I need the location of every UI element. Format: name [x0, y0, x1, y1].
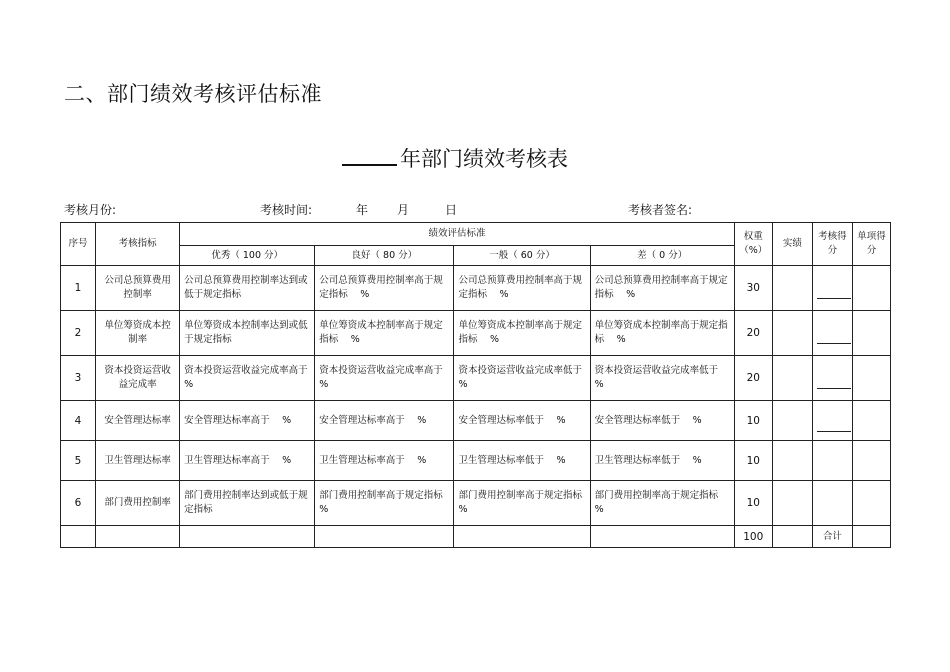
table-row	[61, 356, 891, 401]
row-score[interactable]	[812, 311, 852, 356]
row-seq: 4	[61, 401, 96, 441]
row-excellent: 单位筹资成本控制率达到或低于规定指标	[180, 311, 315, 356]
score-blank-line	[817, 284, 851, 299]
total-empty	[180, 526, 315, 548]
row-weight: 20	[734, 356, 772, 401]
row-fair: 公司总预算费用控制率高于规定指标 %	[454, 266, 590, 311]
row-actual[interactable]	[772, 441, 812, 481]
row-seq: 5	[61, 441, 96, 481]
row-score[interactable]	[812, 481, 852, 526]
item-score-header: 单项得分	[852, 223, 890, 266]
standard-header: 绩效评估标准	[180, 223, 735, 246]
row-actual[interactable]	[772, 481, 812, 526]
row-excellent: 公司总预算费用控制率达到或低于规定指标	[180, 266, 315, 311]
row-actual[interactable]	[772, 401, 812, 441]
row-seq: 3	[61, 356, 96, 401]
row-score[interactable]	[812, 356, 852, 401]
table-row	[61, 481, 891, 526]
row-poor: 单位筹资成本控制率高于规定指标 %	[590, 311, 734, 356]
row-item-score[interactable]	[852, 266, 890, 311]
row-weight: 10	[734, 481, 772, 526]
total-row	[61, 526, 891, 548]
header-row	[61, 223, 891, 246]
row-indicator: 单位筹资成本控制率	[96, 311, 180, 356]
row-fair: 资本投资运营收益完成率低于 %	[454, 356, 590, 401]
score-blank-line	[817, 329, 851, 344]
row-poor: 资本投资运营收益完成率低于 %	[590, 356, 734, 401]
row-fair: 单位筹资成本控制率高于规定指标 %	[454, 311, 590, 356]
row-excellent: 部门费用控制率达到或低于规定指标	[180, 481, 315, 526]
total-empty	[61, 526, 96, 548]
row-good: 卫生管理达标率高于 %	[315, 441, 454, 481]
row-item-score[interactable]	[852, 481, 890, 526]
row-indicator: 部门费用控制率	[96, 481, 180, 526]
table-row	[61, 401, 891, 441]
good-header: 良好（ 80 分）	[315, 246, 454, 266]
row-poor: 部门费用控制率高于规定指标 %	[590, 481, 734, 526]
table-title-text: 年部门绩效考核表	[400, 147, 568, 171]
actual-header: 实绩	[772, 223, 812, 266]
row-poor: 安全管理达标率低于 %	[590, 401, 734, 441]
row-seq: 1	[61, 266, 96, 311]
score-blank-line	[817, 374, 851, 389]
row-fair: 部门费用控制率高于规定指标 %	[454, 481, 590, 526]
year-blank	[342, 146, 397, 166]
assessment-table	[60, 222, 891, 548]
row-score[interactable]	[812, 266, 852, 311]
day-label: 日	[445, 203, 458, 217]
row-score[interactable]	[812, 401, 852, 441]
row-poor: 公司总预算费用控制率高于规定指标 %	[590, 266, 734, 311]
row-indicator: 资本投资运营收益完成率	[96, 356, 180, 401]
total-empty	[590, 526, 734, 548]
score-header: 考核得分	[812, 223, 852, 266]
fair-header: 一般（ 60 分）	[454, 246, 590, 266]
row-good: 单位筹资成本控制率高于规定指标 %	[315, 311, 454, 356]
table-row	[61, 441, 891, 481]
row-seq: 2	[61, 311, 96, 356]
month-unit-label: 月	[397, 203, 410, 217]
score-blank-line	[817, 417, 851, 432]
row-indicator: 公司总预算费用控制率	[96, 266, 180, 311]
row-actual[interactable]	[772, 311, 812, 356]
seq-header: 序号	[61, 223, 96, 266]
table-row	[61, 311, 891, 356]
row-weight: 20	[734, 311, 772, 356]
row-seq: 6	[61, 481, 96, 526]
total-empty	[454, 526, 590, 548]
row-good: 部门费用控制率高于规定指标 %	[315, 481, 454, 526]
time-label: 考核时间:	[260, 203, 313, 217]
row-excellent: 资本投资运营收益完成率高于 %	[180, 356, 315, 401]
row-item-score[interactable]	[852, 356, 890, 401]
total-empty	[315, 526, 454, 548]
row-weight: 30	[734, 266, 772, 311]
row-fair: 卫生管理达标率低于 %	[454, 441, 590, 481]
row-weight: 10	[734, 441, 772, 481]
row-poor: 卫生管理达标率低于 %	[590, 441, 734, 481]
signer-label: 考核者签名:	[628, 203, 693, 217]
row-item-score[interactable]	[852, 401, 890, 441]
total-weight: 100	[734, 526, 772, 548]
total-label: 合计	[812, 526, 852, 548]
total-empty	[96, 526, 180, 548]
row-item-score[interactable]	[852, 311, 890, 356]
row-actual[interactable]	[772, 356, 812, 401]
row-indicator: 卫生管理达标率	[96, 441, 180, 481]
row-indicator: 安全管理达标率	[96, 401, 180, 441]
row-good: 安全管理达标率高于 %	[315, 401, 454, 441]
row-weight: 10	[734, 401, 772, 441]
row-good: 资本投资运营收益完成率高于 %	[315, 356, 454, 401]
month-label: 考核月份:	[64, 203, 117, 217]
row-item-score[interactable]	[852, 441, 890, 481]
weight-header: 权重（%）	[734, 223, 772, 266]
year-label: 年	[356, 203, 369, 217]
section-title: 二、部门绩效考核评估标准	[64, 82, 322, 106]
poor-header: 差（ 0 分）	[590, 246, 734, 266]
total-item-score[interactable]	[852, 526, 890, 548]
excellent-header: 优秀（ 100 分）	[180, 246, 315, 266]
row-excellent: 安全管理达标率高于 %	[180, 401, 315, 441]
table-title	[342, 143, 568, 173]
indicator-header: 考核指标	[96, 223, 180, 266]
table-row	[61, 266, 891, 311]
row-actual[interactable]	[772, 266, 812, 311]
row-excellent: 卫生管理达标率高于 %	[180, 441, 315, 481]
row-score[interactable]	[812, 441, 852, 481]
total-actual[interactable]	[772, 526, 812, 548]
row-good: 公司总预算费用控制率高于规定指标 %	[315, 266, 454, 311]
row-fair: 安全管理达标率低于 %	[454, 401, 590, 441]
